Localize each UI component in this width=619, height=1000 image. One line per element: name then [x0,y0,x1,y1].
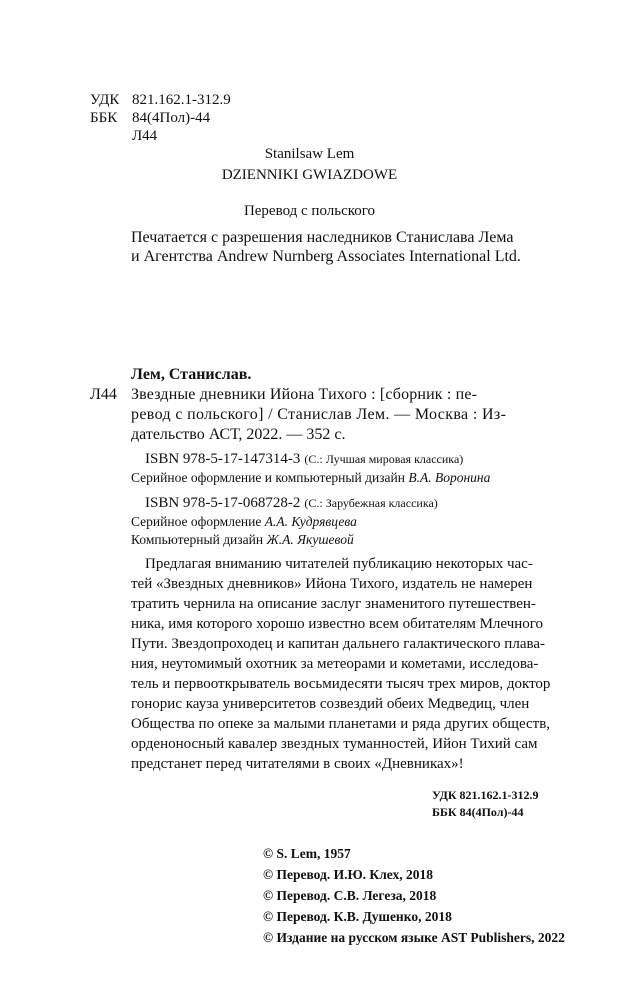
translation-note: Перевод с польского [243,203,376,219]
isbn-1-design-text: Серийное оформление и компьютерный дизайн [131,470,405,485]
isbn-1-design [131,470,490,486]
description-line-1: Предлагая вниманию читателей публикацию некоторых час- [145,556,533,572]
isbn-1-design-name: В.А. Воронина [408,470,491,485]
description-line-9: Общества по опеке за малыми планетами и ряда других обществ, [131,716,551,732]
catalog-mark: Л44 [90,386,117,403]
udk-top [90,92,231,109]
isbn-2-computer-design-name: Ж.А. Якушевой [266,532,354,547]
description-line-4: ника, имя которого хорошо известно всем обитателям Млечного [131,616,544,632]
isbn-2-line [145,494,438,512]
catalog-heading: Лем, Станислав. [131,366,252,383]
udk-label: УДК [90,92,120,108]
isbn-2-computer-design-text: Компьютерный дизайн [131,532,264,547]
description-line-6: ния, неутомимый охотник за метеорами и кометами, исследова- [131,656,539,672]
bbk-value: 84(4Пол)-44 [132,110,211,126]
catalog-entry-line-2: ревод с польского] / Станислав Лем. — Москва : Из- [131,406,507,423]
author-mark-top: Л44 [132,128,158,144]
copyright-5: © Издание на русском языке AST Publishers, 2022 [263,930,565,945]
bbk-top [90,110,210,127]
isbn-2-number: ISBN 978-5-17-068728-2 [145,495,301,511]
description-line-8: гонорис кауза университетов созвездий обеих Медведиц, член [131,696,530,712]
copyright-4: © Перевод. К.В. Душенко, 2018 [263,909,452,924]
isbn-2-series: (С.: Зарубежная классика) [304,496,438,510]
udk-value: 821.162.1-312.9 [132,92,231,108]
description-line-11: предстанет перед читателями в своих «Дневниках»! [131,756,464,772]
original-author: Stanilsaw Lem [264,146,355,162]
description-line-7: тель и первооткрыватель восьмидесяти тысяч трех миров, доктор [131,676,551,692]
udk-bottom: УДК 821.162.1-312.9 [432,788,539,802]
copyright-2: © Перевод. И.Ю. Клех, 2018 [263,867,434,882]
isbn-1-number: ISBN 978-5-17-147314-3 [145,451,301,467]
bbk-label: ББК [90,110,118,126]
isbn-2-series-design [131,514,357,530]
description-line-10: орденоносный кавалер звездных туманностей, Ийон Тихий сам [131,736,538,752]
description-line-5: Пути. Звездопроходец и капитан дальнего галактического плава- [131,636,546,652]
permission-line-1: Печатается с разрешения наследников Станислава Лема [131,229,514,246]
isbn-1-line [145,450,463,468]
copyright-3: © Перевод. С.В. Легеза, 2018 [263,888,437,903]
isbn-2-series-design-name: А.А. Кудрявцева [264,514,357,529]
isbn-2-computer-design [131,532,354,548]
copyright-1: © S. Lem, 1957 [263,846,351,861]
permission-line-2: и Агентства Andrew Nurnberg Associates International Ltd. [131,248,521,265]
description-line-3: тратить чернила на описание заслуг знаменитого путешествен- [131,596,536,612]
catalog-entry-line-1: Звездные дневники Ийона Тихого : [сборник : пе- [131,386,478,403]
original-title: DZIENNIKI GWIAZDOWE [221,167,398,183]
description-line-2: тей «Звездных дневников» Ийона Тихого, издатель не намерен [131,576,533,592]
isbn-1-series: (С.: Лучшая мировая классика) [304,452,464,466]
isbn-2-series-design-text: Серийное оформление [131,514,262,529]
bbk-bottom: ББК 84(4Пол)-44 [432,805,524,819]
catalog-entry-line-3: дательство АСТ, 2022. — 352 с. [131,426,346,443]
